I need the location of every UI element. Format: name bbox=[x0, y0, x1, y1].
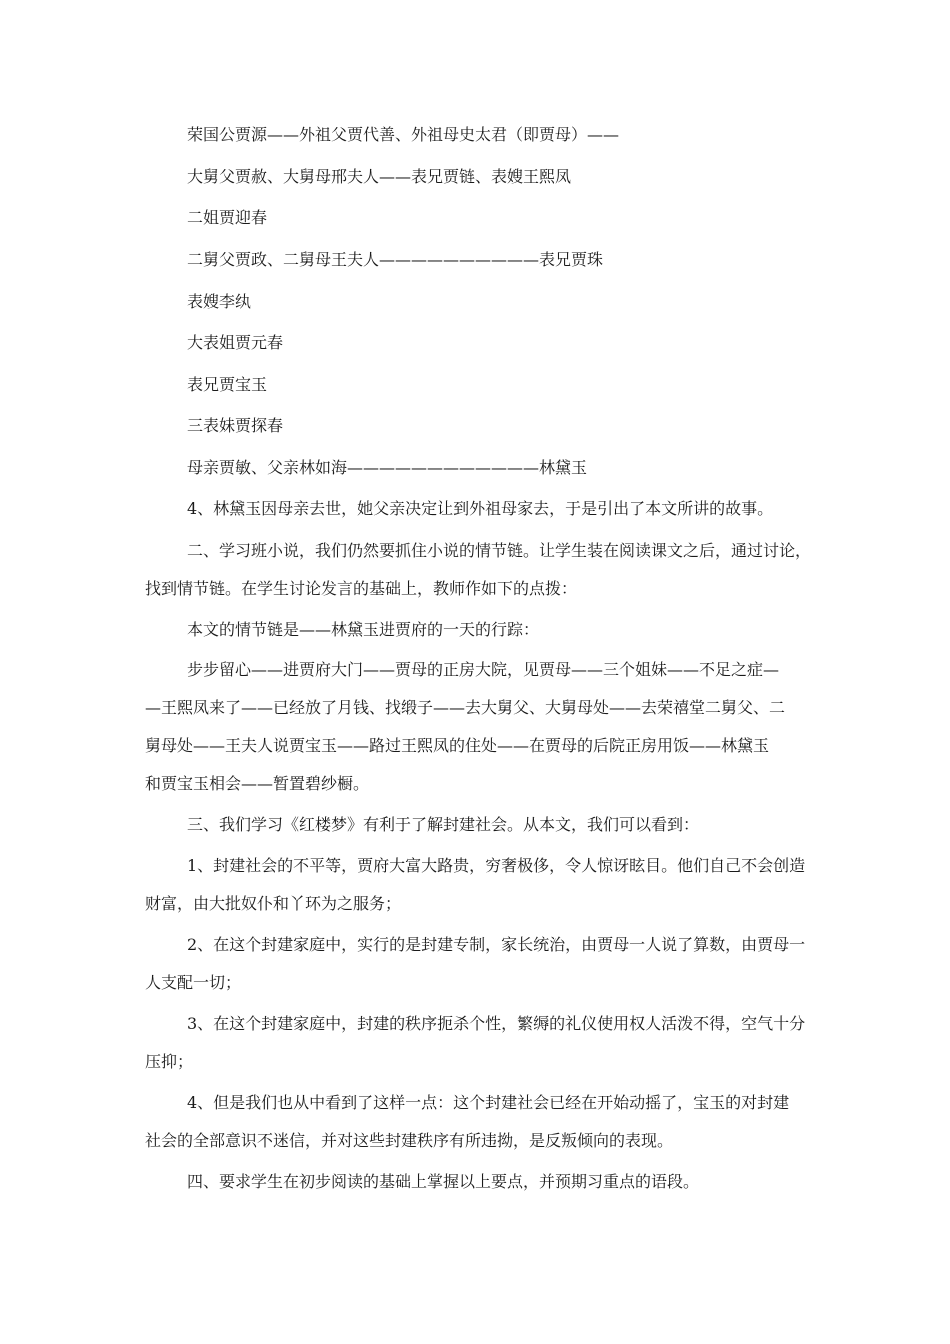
family-tree-line: 二姐贾迎春 bbox=[187, 208, 268, 227]
paragraph-line: 4、但是我们也从中看到了这样一点：这个封建社会已经在开始动摇了，宝玉的对封建 bbox=[187, 1093, 790, 1112]
paragraph-line: 压抑； bbox=[145, 1052, 194, 1071]
paragraph-line: 四、要求学生在初步阅读的基础上掌握以上要点，并预期习重点的语段。 bbox=[187, 1172, 700, 1191]
paragraph-line: 本文的情节链是——林黛玉进贾府的一天的行踪： bbox=[187, 620, 540, 639]
paragraph-line: 1、封建社会的不平等，贾府大富大路贵，穷奢极侈，令人惊讶眩目。他们自己不会创造 bbox=[187, 856, 806, 875]
paragraph-line: —王熙凤来了——已经放了月钱、找缎子——去大舅父、大舅母处——去荣禧堂二舅父、二 bbox=[145, 698, 786, 717]
paragraph-line: 人支配一切； bbox=[145, 973, 242, 992]
family-tree-line: 三表妹贾探春 bbox=[187, 416, 284, 435]
paragraph-line: 2、在这个封建家庭中，实行的是封建专制，家长统治，由贾母一人说了算数，由贾母一 bbox=[187, 935, 806, 954]
paragraph-line: 舅母处——王夫人说贾宝玉——路过王熙凤的住处——在贾母的后院正房用饭——林黛玉 bbox=[145, 736, 770, 755]
paragraph-line: 和贾宝玉相会——暂置碧纱橱。 bbox=[145, 774, 370, 793]
paragraph-line: 财富，由大批奴仆和丫环为之服务； bbox=[145, 894, 402, 913]
family-tree-line: 大表姐贾元春 bbox=[187, 333, 284, 352]
family-tree-line: 表兄贾宝玉 bbox=[187, 375, 268, 394]
family-tree-line: 荣国公贾源——外祖父贾代善、外祖母史太君（即贾母）—— bbox=[187, 125, 620, 144]
family-tree-line: 表嫂李纨 bbox=[187, 292, 252, 311]
paragraph-line: 4、林黛玉因母亲去世，她父亲决定让到外祖母家去，于是引出了本文所讲的故事。 bbox=[187, 499, 774, 518]
paragraph-line: 步步留心——进贾府大门——贾母的正房大院，见贾母——三个姐妹——不足之症— bbox=[187, 660, 780, 679]
paragraph-line: 3、在这个封建家庭中，封建的秩序扼杀个性，繁缛的礼仪使用权人活泼不得，空气十分 bbox=[187, 1014, 806, 1033]
paragraph-line: 社会的全部意识不迷信，并对这些封建秩序有所违拗，是反叛倾向的表现。 bbox=[145, 1131, 674, 1150]
family-tree-line: 母亲贾敏、父亲林如海————————————林黛玉 bbox=[187, 458, 588, 477]
paragraph-line: 找到情节链。在学生讨论发言的基础上，教师作如下的点拨： bbox=[145, 579, 578, 598]
paragraph-line: 三、我们学习《红楼梦》有利于了解封建社会。从本文，我们可以看到： bbox=[187, 815, 700, 834]
family-tree-line: 大舅父贾赦、大舅母邢夫人——表兄贾链、表嫂王熙凤 bbox=[187, 167, 572, 186]
paragraph-line: 二、学习班小说，我们仍然要抓住小说的情节链。让学生装在阅读课文之后，通过讨论， bbox=[187, 541, 812, 560]
family-tree-line: 二舅父贾政、二舅母王夫人——————————表兄贾珠 bbox=[187, 250, 604, 269]
